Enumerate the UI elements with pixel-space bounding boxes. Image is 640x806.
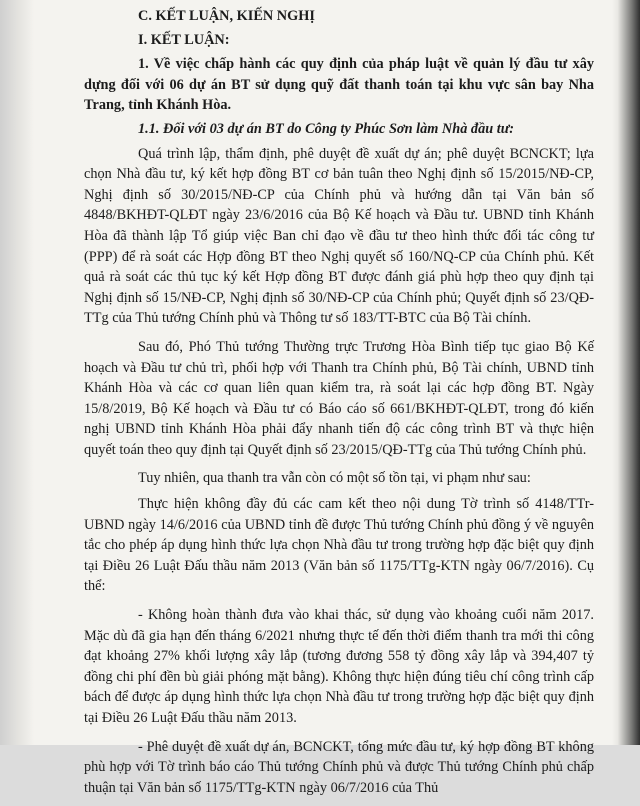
section-heading-conclusions: C. KẾT LUẬN, KIẾN NGHỊ bbox=[138, 8, 315, 24]
paragraph: Thực hiện không đầy đủ các cam kết theo nội dung Tờ trình số 4148/TTr-UBND ngày 14/6/2016 của UBND tỉnh đề được Thủ tướng Chính phủ đồng ý về nguyên tắc cho phép áp dụng hình thức lựa chọn Nhà đầu tư trong trường hợp đặc biệt quy định tại Điều 26 Luật Đấu thầu năm 2013 (Văn bản số 1175/TTg-KTN ngày 06/7/2016). Cụ thể: bbox=[84, 496, 594, 595]
scan-shadow-right bbox=[612, 0, 640, 745]
paragraph: - Không hoàn thành đưa vào khai thác, sử dụng vào khoảng cuối năm 2017. Mặc dù đã gia hạn đến tháng 6/2021 nhưng thực tế đến thời điểm thanh tra mới thi công đạt khoảng 27% khối lượng xây lắp (tương đương 558 tỷ đồng xây lắp và 394,407 tỷ đồng chi phí đền bù giải phóng mặt bằng). Không thực hiện đúng tiêu chí công trình cấp bách để được áp dụng hình thức lựa chọn Nhà đầu tư trong trường hợp đặc biệt quy định tại Điều 26 Luật Đấu thầu năm 2013. bbox=[84, 607, 594, 726]
paragraph: Tuy nhiên, qua thanh tra vẫn còn có một số tồn tại, vi phạm như sau: bbox=[138, 470, 531, 487]
subsection-heading-1-1: 1.1. Đối với 03 dự án BT do Công ty Phúc Sơn làm Nhà đầu tư: bbox=[138, 120, 515, 137]
paragraph: Sau đó, Phó Thủ tướng Thường trực Trương Hòa Bình tiếp tục giao Bộ Kế hoạch và Đầu tư chủ trì, phối hợp với Thanh tra Chính phủ, Bộ Tài chính, UBND tỉnh Khánh Hòa và các cơ quan liên quan kiểm tra, rà soát lại các hợp đồng BT. Ngày 15/8/2019, Bộ Kế hoạch và Đầu tư có Báo cáo số 661/BKHĐT-QLĐT, trong đó kiến nghị UBND tỉnh Khánh Hòa phải đẩy nhanh tiến độ các công trình BT và thực hiện quyết toán theo quy định tại Quyết định số 23/2015/QĐ-TTg của Thủ tướng Chính phủ. bbox=[84, 338, 594, 458]
section-heading-conclusion: I. KẾT LUẬN: bbox=[138, 31, 230, 48]
subsection-heading-1: 1. Về việc chấp hành các quy định của pháp luật về quản lý đầu tư xây dựng đối với 06 dự án BT sử dụng quỹ đất thanh toán tại khu vực sân bay Nha Trang, tỉnh Khánh Hòa. bbox=[84, 56, 594, 114]
scan-shadow-left bbox=[0, 0, 34, 745]
paragraph: - Phê duyệt đề xuất dự án, BCNCKT, tổng mức đầu tư, ký hợp đồng BT không phù hợp với Tờ trình báo cáo Thủ tướng Chính phủ và được Thủ tướng Chính phủ chấp thuận tại Văn bản số 1175/TTg-KTN ngày 06/7/2016 của Thủ bbox=[84, 738, 594, 796]
document-body bbox=[84, 6, 594, 806]
paragraph: Quá trình lập, thẩm định, phê duyệt đề xuất dự án; phê duyệt BCNCKT; lựa chọn Nhà đầu tư, ký kết hợp đồng BT cơ bản tuân theo Nghị định số 15/2015/NĐ-CP, Nghị định số 30/2015/NĐ-CP của Chính phủ và hướng dẫn tại Văn bản số 4848/BKHĐT-QLĐT ngày 23/6/2016 của Bộ Kế hoạch và Đầu tư. UBND tỉnh Khánh Hòa đã thành lập Tổ giúp việc Ban chỉ đạo về đầu tư theo hình thức đối tác công tư (PPP) để rà soát các Hợp đồng BT theo Nghị quyết số 160/NQ-CP của Chính phủ. Kết quả rà soát các thủ tục ký kết Hợp đồng BT được đánh giá phù hợp theo quy định tại Nghị định số 15/NĐ-CP, Nghị định số 30/NĐ-CP của Chính phủ; Quyết định số 23/QĐ-TTg của Thủ tướng Chính phủ và Thông tư số 183/TT-BTC của Bộ Tài chính. bbox=[84, 145, 594, 327]
